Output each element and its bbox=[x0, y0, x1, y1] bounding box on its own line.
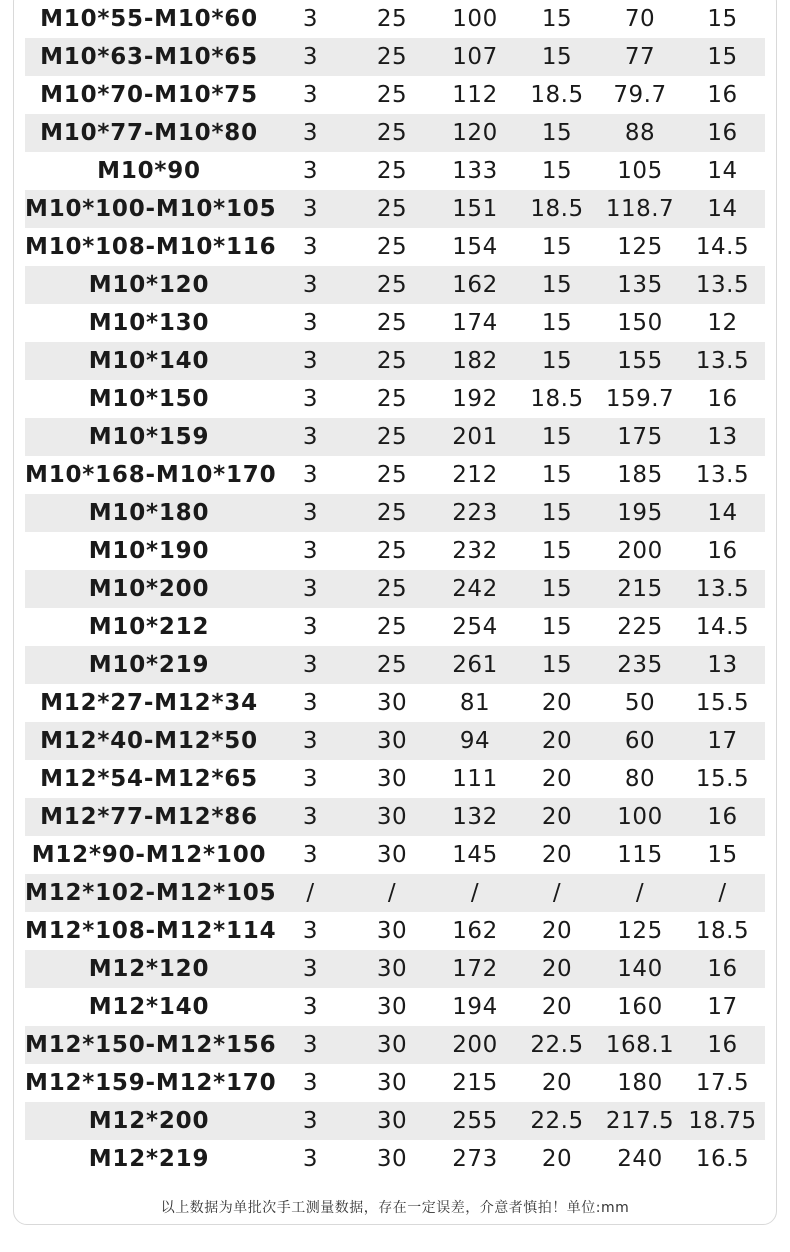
value-cell: 215 bbox=[452, 1070, 498, 1096]
table-row bbox=[25, 190, 765, 228]
value-cell: 20 bbox=[541, 1070, 573, 1096]
value-cell: 16 bbox=[707, 386, 738, 412]
value-cell: 20 bbox=[541, 804, 573, 830]
value-cell: 15 bbox=[541, 424, 573, 450]
model-cell: M10*63-M10*65 bbox=[40, 44, 258, 70]
value-cell: 16.5 bbox=[695, 1146, 750, 1172]
value-cell: 3 bbox=[302, 842, 319, 868]
value-cell: 30 bbox=[376, 956, 408, 982]
value-cell: 14.5 bbox=[695, 234, 750, 260]
model-cell: M12*159-M12*170 bbox=[25, 1070, 277, 1096]
table-row bbox=[25, 380, 765, 418]
table-row bbox=[25, 76, 765, 114]
model-cell: M10*150 bbox=[88, 386, 210, 412]
model-cell: M10*130 bbox=[88, 310, 210, 336]
value-cell: 16 bbox=[707, 956, 738, 982]
value-cell: 125 bbox=[617, 234, 663, 260]
value-cell: 155 bbox=[617, 348, 663, 374]
value-cell: 13.5 bbox=[695, 272, 750, 298]
value-cell: 30 bbox=[376, 690, 408, 716]
model-cell: M10*77-M10*80 bbox=[40, 120, 258, 146]
model-cell: M10*100-M10*105 bbox=[25, 196, 277, 222]
measurement-note: 以上数据为单批次手工测量数据，存在一定误差，介意者慎拍！单位:mm bbox=[160, 1200, 630, 1216]
value-cell: 215 bbox=[617, 576, 663, 602]
value-cell: 15 bbox=[541, 614, 573, 640]
table-row bbox=[25, 1102, 765, 1140]
value-cell: 13 bbox=[707, 424, 738, 450]
table-row bbox=[25, 836, 765, 874]
table-row bbox=[25, 570, 765, 608]
table-row bbox=[25, 266, 765, 304]
value-cell: 100 bbox=[452, 6, 498, 32]
value-cell: 25 bbox=[376, 196, 408, 222]
model-cell: M10*219 bbox=[88, 652, 210, 678]
value-cell: 20 bbox=[541, 728, 573, 754]
value-cell: 14.5 bbox=[695, 614, 750, 640]
value-cell: 94 bbox=[459, 728, 491, 754]
table-row bbox=[25, 532, 765, 570]
value-cell: 25 bbox=[376, 120, 408, 146]
value-cell: 100 bbox=[617, 804, 663, 830]
value-cell: 30 bbox=[376, 1032, 408, 1058]
value-cell: 25 bbox=[376, 158, 408, 184]
value-cell: 15 bbox=[707, 44, 738, 70]
value-cell: 125 bbox=[617, 918, 663, 944]
value-cell: 15 bbox=[541, 120, 573, 146]
value-cell: 118.7 bbox=[605, 196, 675, 222]
value-cell: 151 bbox=[452, 196, 498, 222]
model-cell: M10*70-M10*75 bbox=[40, 82, 258, 108]
value-cell: 30 bbox=[376, 1070, 408, 1096]
value-cell: 120 bbox=[452, 120, 498, 146]
table-row bbox=[25, 456, 765, 494]
model-cell: M12*108-M12*114 bbox=[25, 918, 277, 944]
value-cell: 111 bbox=[452, 766, 498, 792]
value-cell: 60 bbox=[624, 728, 656, 754]
value-cell: 240 bbox=[617, 1146, 663, 1172]
value-cell: 15 bbox=[707, 842, 738, 868]
value-cell: 25 bbox=[376, 44, 408, 70]
table-row bbox=[25, 304, 765, 342]
model-cell: M10*120 bbox=[88, 272, 210, 298]
value-cell: 20 bbox=[541, 1146, 573, 1172]
value-cell: 107 bbox=[452, 44, 498, 70]
value-cell: 175 bbox=[617, 424, 663, 450]
model-cell: M10*90 bbox=[97, 158, 201, 184]
model-cell: M10*159 bbox=[88, 424, 210, 450]
value-cell: / bbox=[552, 880, 562, 906]
table-row bbox=[25, 1026, 765, 1064]
value-cell: 50 bbox=[624, 690, 656, 716]
table-row bbox=[25, 342, 765, 380]
value-cell: 3 bbox=[302, 690, 319, 716]
value-cell: 3 bbox=[302, 158, 319, 184]
value-cell: 115 bbox=[617, 842, 663, 868]
value-cell: 3 bbox=[302, 538, 319, 564]
value-cell: 13.5 bbox=[695, 462, 750, 488]
table-row bbox=[25, 608, 765, 646]
value-cell: 112 bbox=[452, 82, 498, 108]
value-cell: 15 bbox=[541, 348, 573, 374]
model-cell: M10*180 bbox=[88, 500, 210, 526]
value-cell: 3 bbox=[302, 272, 319, 298]
value-cell: 135 bbox=[617, 272, 663, 298]
value-cell: 242 bbox=[452, 576, 498, 602]
value-cell: 3 bbox=[302, 766, 319, 792]
value-cell: 3 bbox=[302, 310, 319, 336]
value-cell: 3 bbox=[302, 6, 319, 32]
value-cell: 15 bbox=[541, 272, 573, 298]
value-cell: 192 bbox=[452, 386, 498, 412]
value-cell: 3 bbox=[302, 386, 319, 412]
value-cell: 17.5 bbox=[695, 1070, 750, 1096]
model-cell: M12*200 bbox=[88, 1108, 210, 1134]
value-cell: 225 bbox=[617, 614, 663, 640]
table-row bbox=[25, 114, 765, 152]
table-row bbox=[25, 1064, 765, 1102]
table-row bbox=[25, 646, 765, 684]
value-cell: 13 bbox=[707, 652, 738, 678]
value-cell: 3 bbox=[302, 82, 319, 108]
model-cell: M12*102-M12*105 bbox=[25, 880, 277, 906]
value-cell: 25 bbox=[376, 234, 408, 260]
value-cell: 88 bbox=[624, 120, 656, 146]
value-cell: 223 bbox=[452, 500, 498, 526]
value-cell: 162 bbox=[452, 272, 498, 298]
value-cell: 30 bbox=[376, 842, 408, 868]
table-row bbox=[25, 988, 765, 1026]
value-cell: 3 bbox=[302, 918, 319, 944]
value-cell: 16 bbox=[707, 120, 738, 146]
value-cell: 15.5 bbox=[695, 690, 750, 716]
table-row bbox=[25, 418, 765, 456]
value-cell: 3 bbox=[302, 1070, 319, 1096]
model-cell: M10*168-M10*170 bbox=[25, 462, 277, 488]
value-cell: / bbox=[387, 880, 397, 906]
value-cell: / bbox=[306, 880, 315, 906]
value-cell: 25 bbox=[376, 386, 408, 412]
value-cell: 3 bbox=[302, 424, 319, 450]
value-cell: 15 bbox=[541, 538, 573, 564]
value-cell: 20 bbox=[541, 918, 573, 944]
value-cell: 150 bbox=[617, 310, 663, 336]
value-cell: 16 bbox=[707, 1032, 738, 1058]
value-cell: 3 bbox=[302, 1032, 319, 1058]
value-cell: 30 bbox=[376, 994, 408, 1020]
model-cell: M12*90-M12*100 bbox=[31, 842, 267, 868]
value-cell: 172 bbox=[452, 956, 498, 982]
value-cell: 212 bbox=[452, 462, 498, 488]
value-cell: 154 bbox=[452, 234, 498, 260]
value-cell: / bbox=[718, 880, 727, 906]
value-cell: 18.5 bbox=[530, 196, 584, 222]
value-cell: 15.5 bbox=[695, 766, 750, 792]
value-cell: 159.7 bbox=[605, 386, 675, 412]
value-cell: 174 bbox=[452, 310, 498, 336]
value-cell: 18.5 bbox=[530, 386, 584, 412]
value-cell: 15 bbox=[541, 44, 573, 70]
value-cell: 180 bbox=[617, 1070, 663, 1096]
table-row bbox=[25, 950, 765, 988]
value-cell: 15 bbox=[541, 6, 573, 32]
value-cell: 14 bbox=[707, 500, 738, 526]
value-cell: 235 bbox=[617, 652, 663, 678]
value-cell: 15 bbox=[541, 462, 573, 488]
value-cell: 254 bbox=[452, 614, 498, 640]
value-cell: 22.5 bbox=[530, 1032, 584, 1058]
value-cell: 16 bbox=[707, 804, 738, 830]
value-cell: / bbox=[470, 880, 480, 906]
value-cell: 3 bbox=[302, 348, 319, 374]
table-row bbox=[25, 912, 765, 950]
value-cell: 30 bbox=[376, 1108, 408, 1134]
model-cell: M12*140 bbox=[88, 994, 210, 1020]
table-row bbox=[25, 228, 765, 266]
value-cell: 132 bbox=[452, 804, 498, 830]
value-cell: 25 bbox=[376, 6, 408, 32]
table-row bbox=[25, 760, 765, 798]
value-cell: 185 bbox=[617, 462, 663, 488]
value-cell: 25 bbox=[376, 576, 408, 602]
value-cell: 13.5 bbox=[695, 348, 750, 374]
value-cell: 30 bbox=[376, 728, 408, 754]
table-row bbox=[25, 0, 765, 38]
value-cell: 200 bbox=[617, 538, 663, 564]
value-cell: 255 bbox=[452, 1108, 498, 1134]
value-cell: 15 bbox=[541, 652, 573, 678]
table-row bbox=[25, 494, 765, 532]
value-cell: 168.1 bbox=[605, 1032, 675, 1058]
value-cell: 25 bbox=[376, 500, 408, 526]
value-cell: 15 bbox=[541, 500, 573, 526]
model-cell: M12*150-M12*156 bbox=[25, 1032, 277, 1058]
model-cell: M12*77-M12*86 bbox=[40, 804, 258, 830]
value-cell: 16 bbox=[707, 82, 738, 108]
value-cell: 195 bbox=[617, 500, 663, 526]
value-cell: 20 bbox=[541, 766, 573, 792]
value-cell: 200 bbox=[452, 1032, 498, 1058]
value-cell: 18.5 bbox=[695, 918, 750, 944]
value-cell: 273 bbox=[452, 1146, 498, 1172]
value-cell: 25 bbox=[376, 424, 408, 450]
value-cell: 30 bbox=[376, 918, 408, 944]
value-cell: 133 bbox=[452, 158, 498, 184]
value-cell: 22.5 bbox=[530, 1108, 584, 1134]
value-cell: 3 bbox=[302, 234, 319, 260]
value-cell: 25 bbox=[376, 272, 408, 298]
value-cell: 20 bbox=[541, 956, 573, 982]
value-cell: 80 bbox=[624, 766, 656, 792]
model-cell: M10*190 bbox=[88, 538, 210, 564]
value-cell: 162 bbox=[452, 918, 498, 944]
value-cell: 182 bbox=[452, 348, 498, 374]
value-cell: 30 bbox=[376, 1146, 408, 1172]
value-cell: 3 bbox=[302, 994, 319, 1020]
value-cell: 201 bbox=[452, 424, 498, 450]
value-cell: 25 bbox=[376, 614, 408, 640]
model-cell: M12*54-M12*65 bbox=[40, 766, 258, 792]
value-cell: 79.7 bbox=[613, 82, 667, 108]
value-cell: 12 bbox=[707, 310, 738, 336]
value-cell: 15 bbox=[541, 234, 573, 260]
value-cell: 20 bbox=[541, 994, 573, 1020]
value-cell: 15 bbox=[541, 310, 573, 336]
value-cell: 25 bbox=[376, 652, 408, 678]
table-row bbox=[25, 38, 765, 76]
value-cell: 14 bbox=[707, 158, 738, 184]
model-cell: M10*212 bbox=[88, 614, 210, 640]
value-cell: 15 bbox=[541, 158, 573, 184]
table-row bbox=[25, 722, 765, 760]
model-cell: M10*140 bbox=[88, 348, 210, 374]
value-cell: 3 bbox=[302, 1108, 319, 1134]
value-cell: 145 bbox=[452, 842, 498, 868]
model-cell: M12*40-M12*50 bbox=[40, 728, 258, 754]
table-row bbox=[25, 874, 765, 912]
model-cell: M10*200 bbox=[88, 576, 210, 602]
value-cell: 3 bbox=[302, 462, 319, 488]
table-row bbox=[25, 684, 765, 722]
value-cell: / bbox=[635, 880, 645, 906]
value-cell: 217.5 bbox=[605, 1108, 675, 1134]
model-cell: M10*108-M10*116 bbox=[25, 234, 277, 260]
value-cell: 17 bbox=[707, 728, 738, 754]
value-cell: 3 bbox=[302, 728, 319, 754]
value-cell: 3 bbox=[302, 956, 319, 982]
model-cell: M10*55-M10*60 bbox=[40, 6, 258, 32]
value-cell: 3 bbox=[302, 576, 319, 602]
value-cell: 25 bbox=[376, 82, 408, 108]
value-cell: 3 bbox=[302, 614, 319, 640]
value-cell: 77 bbox=[624, 44, 656, 70]
table-row bbox=[25, 152, 765, 190]
value-cell: 194 bbox=[452, 994, 498, 1020]
value-cell: 261 bbox=[452, 652, 498, 678]
value-cell: 3 bbox=[302, 500, 319, 526]
model-cell: M12*120 bbox=[88, 956, 210, 982]
value-cell: 160 bbox=[617, 994, 663, 1020]
table-row bbox=[25, 798, 765, 836]
value-cell: 3 bbox=[302, 652, 319, 678]
value-cell: 30 bbox=[376, 804, 408, 830]
value-cell: 3 bbox=[302, 1146, 319, 1172]
value-cell: 3 bbox=[302, 44, 319, 70]
value-cell: 20 bbox=[541, 842, 573, 868]
value-cell: 25 bbox=[376, 310, 408, 336]
value-cell: 81 bbox=[459, 690, 491, 716]
value-cell: 30 bbox=[376, 766, 408, 792]
value-cell: 105 bbox=[617, 158, 663, 184]
value-cell: 3 bbox=[302, 196, 319, 222]
value-cell: 18.5 bbox=[530, 82, 584, 108]
value-cell: 3 bbox=[302, 120, 319, 146]
value-cell: 18.75 bbox=[688, 1108, 757, 1134]
model-cell: M12*27-M12*34 bbox=[40, 690, 258, 716]
value-cell: 15 bbox=[707, 6, 738, 32]
value-cell: 3 bbox=[302, 804, 319, 830]
model-cell: M12*219 bbox=[88, 1146, 210, 1172]
value-cell: 70 bbox=[624, 6, 656, 32]
value-cell: 140 bbox=[617, 956, 663, 982]
value-cell: 16 bbox=[707, 538, 738, 564]
value-cell: 25 bbox=[376, 348, 408, 374]
value-cell: 15 bbox=[541, 576, 573, 602]
value-cell: 25 bbox=[376, 538, 408, 564]
value-cell: 13.5 bbox=[695, 576, 750, 602]
spec-table bbox=[25, 0, 765, 1178]
value-cell: 14 bbox=[707, 196, 738, 222]
value-cell: 20 bbox=[541, 690, 573, 716]
value-cell: 17 bbox=[707, 994, 738, 1020]
value-cell: 232 bbox=[452, 538, 498, 564]
table-row bbox=[25, 1140, 765, 1178]
value-cell: 25 bbox=[376, 462, 408, 488]
